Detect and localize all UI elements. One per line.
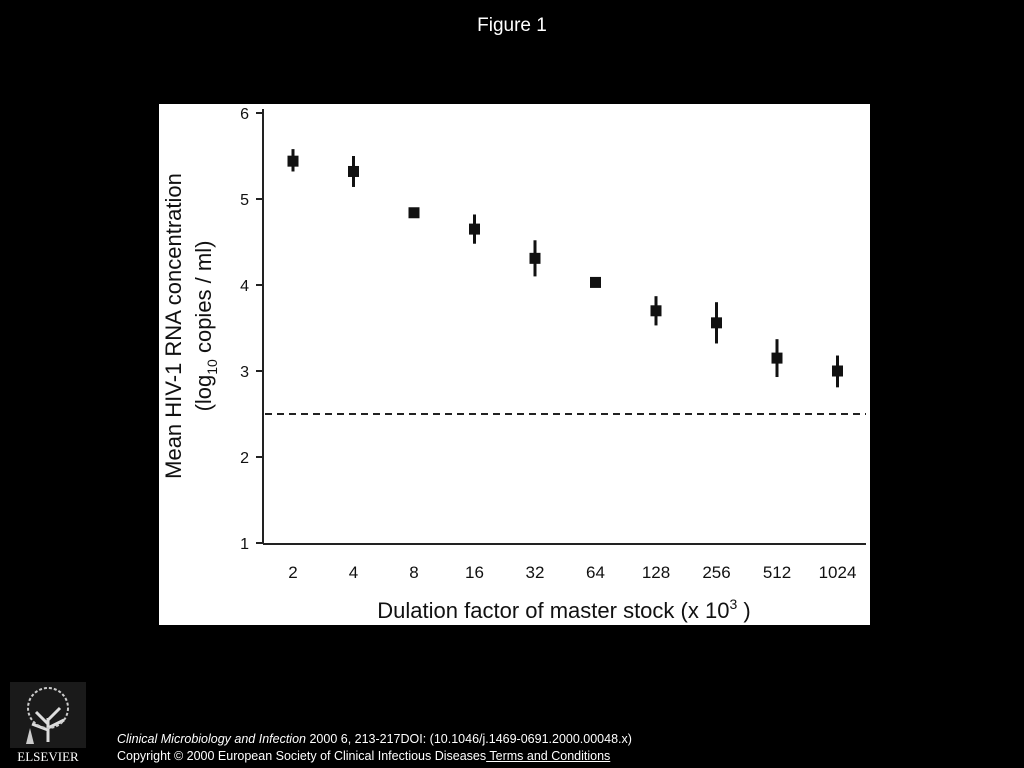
chart [159, 104, 870, 625]
y-tick-label: 4 [240, 278, 249, 295]
x-axis-label-sup: 3 [729, 596, 738, 612]
y-axis-units-sub: 10 [204, 359, 220, 375]
x-ticks [288, 563, 856, 582]
data-markers [288, 149, 844, 387]
x-axis-label-post: ) [737, 598, 751, 623]
x-tick-label: 8 [409, 563, 419, 582]
x-tick-label: 16 [465, 563, 484, 582]
x-tick-label: 32 [525, 563, 545, 582]
x-tick-label: 4 [348, 563, 359, 582]
data-point [348, 166, 359, 177]
terms-link[interactable]: Terms and Conditions [486, 749, 611, 763]
x-tick-label: 128 [641, 563, 671, 582]
data-point [832, 366, 843, 377]
data-point [711, 317, 722, 328]
x-tick-label: 2 [288, 563, 298, 582]
data-point [530, 253, 541, 264]
y-tick-label: 2 [240, 450, 249, 467]
logo-text: ELSEVIER [17, 749, 79, 764]
x-axis-label [377, 596, 750, 623]
data-point [469, 224, 480, 235]
x-tick-label: 256 [702, 563, 731, 582]
data-point [288, 156, 299, 167]
x-axis-label-text: Dulation factor of master stock (x 10 [377, 598, 730, 623]
slide-title: Figure 1 [477, 15, 547, 36]
y-tick-label: 5 [240, 192, 249, 209]
y-tick-label: 6 [240, 106, 249, 123]
y-axis-units-post: copies / ml) [191, 240, 216, 360]
citation-block [117, 731, 632, 765]
copyright-text: Copyright © 2000 European Society of Clinical Infectious Diseases [117, 749, 487, 763]
y-axis-label-line1: Mean HIV-1 RNA concentration [161, 173, 186, 479]
data-point [409, 207, 420, 218]
citation-details: 2000 6, 213-217DOI: (10.1046/j.1469-0691.2000.00048.x) [305, 732, 632, 746]
x-tick-label: 1024 [818, 563, 857, 582]
copyright-line [117, 748, 632, 765]
y-ticks [240, 106, 263, 553]
y-tick-label: 1 [240, 536, 249, 553]
journal-name: Clinical Microbiology and Infection [117, 732, 306, 746]
y-axis-units-pre: (log [191, 374, 216, 412]
elsevier-logo [8, 680, 88, 765]
y-axis-label-units [191, 241, 220, 412]
data-point [772, 353, 783, 364]
citation-line [117, 731, 632, 748]
x-tick-label: 512 [762, 563, 792, 582]
data-point [651, 305, 662, 316]
data-point [590, 277, 601, 288]
y-axis-label [161, 173, 186, 479]
figure-panel [159, 104, 870, 625]
y-tick-label: 3 [240, 364, 249, 381]
x-tick-label: 64 [586, 563, 605, 582]
